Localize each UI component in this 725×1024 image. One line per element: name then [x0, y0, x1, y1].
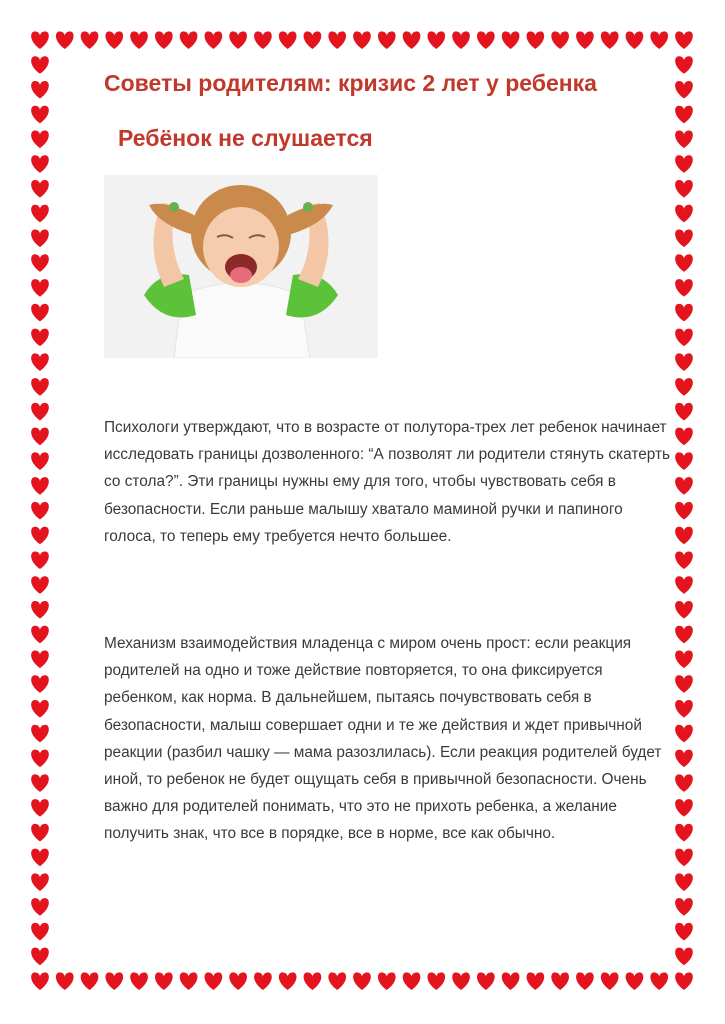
heart-icon — [81, 31, 99, 49]
heart-icon — [675, 799, 693, 817]
heart-icon — [31, 750, 49, 768]
heart-icon — [576, 31, 594, 49]
heart-icon — [527, 31, 545, 49]
heart-icon — [31, 180, 49, 198]
heart-icon — [502, 31, 520, 49]
heart-icon — [31, 130, 49, 148]
heart-icon — [675, 353, 693, 371]
heart-icon — [31, 948, 49, 966]
heart-icon — [254, 31, 272, 49]
heart-icon — [155, 972, 173, 990]
heart-icon — [675, 329, 693, 347]
heart-icon — [304, 31, 322, 49]
heart-icon — [675, 551, 693, 569]
heart-icon — [675, 130, 693, 148]
heart-icon — [180, 972, 198, 990]
heart-icon — [477, 972, 495, 990]
heart-icon — [675, 626, 693, 644]
heart-icon — [328, 31, 346, 49]
heart-icon — [675, 452, 693, 470]
heart-icon — [205, 31, 223, 49]
heart-icon — [675, 205, 693, 223]
heart-icon — [105, 31, 123, 49]
heart-icon — [31, 304, 49, 322]
heart-icon — [675, 948, 693, 966]
heart-icon — [31, 576, 49, 594]
heart-icon — [675, 601, 693, 619]
heart-icon — [31, 403, 49, 421]
heart-icon — [31, 254, 49, 272]
heart-icon — [403, 31, 421, 49]
child-illustration — [104, 175, 378, 358]
heart-icon — [675, 502, 693, 520]
heart-icon — [81, 972, 99, 990]
heart-icon — [31, 205, 49, 223]
heart-icon — [105, 972, 123, 990]
heart-icon — [551, 31, 569, 49]
heart-icon — [650, 31, 668, 49]
paragraph-2: Механизм взаимодействия младенца с миром очень прост: если реакция родителей на одно и тоже действие повторяется, то она фиксируется ребенком, как норма. В дальнейшем, пытаясь почувствовать себя в безопасности, малыш совершает одни и те же действия и ждет привычной реакции (разбил чашку — мама разозлилась). Если реакция родителей будет иной, то ребенок не будет ощущать себя в привычной безопасности. Очень важно для родителей понимать, что это не прихоть ребенка, а желание получить знак, что все в порядке, все в норме, все как обычно. — [104, 635, 662, 843]
heart-icon — [675, 279, 693, 297]
heart-icon — [31, 329, 49, 347]
heart-icon — [675, 898, 693, 916]
heart-icon — [254, 972, 272, 990]
heart-icon — [675, 725, 693, 743]
heart-icon — [675, 230, 693, 248]
heart-icon — [626, 972, 644, 990]
heart-icon — [675, 849, 693, 867]
heart-icon — [675, 675, 693, 693]
paragraph-1: Психологи утверждают, что в возрасте от полутора-трех лет ребенок начинает исследовать границы дозволенного: “А позволят ли родители стянуть скатерть со стола?”. Эти границы нужны ему для того, чтобы чувствовать себя в безопасности. Если раньше малышу хватало маминой ручки и папиного голоса, то теперь ему требуется нечто большее. — [104, 419, 671, 545]
heart-icon — [477, 31, 495, 49]
heart-icon — [31, 923, 49, 941]
heart-icon — [279, 972, 297, 990]
heart-icon — [31, 824, 49, 842]
heart-icon — [31, 799, 49, 817]
page-title: Советы родителям: кризис 2 лет у ребенка — [104, 70, 597, 96]
heart-icon — [675, 750, 693, 768]
heart-icon — [427, 972, 445, 990]
heart-icon — [31, 230, 49, 248]
heart-icon — [56, 31, 74, 49]
heart-icon — [328, 972, 346, 990]
page-subtitle: Ребёнок не слушается — [118, 125, 373, 151]
heart-icon — [675, 304, 693, 322]
heart-icon — [675, 477, 693, 495]
heart-icon — [229, 31, 247, 49]
heart-icon — [31, 378, 49, 396]
heart-icon — [675, 972, 693, 990]
heart-icon — [31, 428, 49, 446]
heart-icon — [31, 675, 49, 693]
heart-icon — [675, 651, 693, 669]
heart-icon — [551, 972, 569, 990]
heart-icon — [675, 254, 693, 272]
heart-icon — [675, 873, 693, 891]
heart-icon — [452, 31, 470, 49]
heart-icon — [353, 972, 371, 990]
heart-icon — [31, 279, 49, 297]
heart-icon — [180, 31, 198, 49]
heart-icon — [675, 403, 693, 421]
heart-icon — [130, 972, 148, 990]
heart-icon — [675, 576, 693, 594]
heart-icon — [650, 972, 668, 990]
heart-icon — [675, 824, 693, 842]
heart-icon — [279, 31, 297, 49]
heart-icon — [576, 972, 594, 990]
heart-icon — [378, 972, 396, 990]
heart-icon — [675, 31, 693, 49]
heart-icon — [31, 725, 49, 743]
heart-icon — [31, 31, 49, 49]
heart-icon — [427, 31, 445, 49]
heart-icon — [353, 31, 371, 49]
heart-icon — [31, 601, 49, 619]
heart-icon — [675, 527, 693, 545]
heart-icon — [675, 428, 693, 446]
heart-icon — [31, 651, 49, 669]
heart-icon — [31, 81, 49, 99]
heart-icon — [502, 972, 520, 990]
heart-icon — [31, 972, 49, 990]
heart-icon — [31, 873, 49, 891]
heart-icon — [675, 155, 693, 173]
heart-icon — [675, 106, 693, 124]
heart-icon — [31, 353, 49, 371]
heart-icon — [31, 700, 49, 718]
heart-icon — [229, 972, 247, 990]
heart-icon — [31, 56, 49, 74]
heart-icon — [378, 31, 396, 49]
heart-icon — [31, 155, 49, 173]
heart-icon — [527, 972, 545, 990]
heart-icon — [626, 31, 644, 49]
heart-icon — [452, 972, 470, 990]
heart-icon — [31, 452, 49, 470]
heart-icon — [304, 972, 322, 990]
heart-icon — [130, 31, 148, 49]
heart-icon — [31, 477, 49, 495]
heart-icon — [675, 180, 693, 198]
heart-icon — [601, 972, 619, 990]
heart-icon — [403, 972, 421, 990]
heart-icon — [675, 378, 693, 396]
heart-icon — [31, 774, 49, 792]
heart-icon — [205, 972, 223, 990]
child-photo — [104, 175, 378, 358]
heart-icon — [675, 774, 693, 792]
heart-icon — [31, 106, 49, 124]
heart-icon — [31, 898, 49, 916]
heart-icon — [601, 31, 619, 49]
heart-icon — [675, 700, 693, 718]
heart-icon — [31, 502, 49, 520]
heart-icon — [31, 527, 49, 545]
heart-icon — [155, 31, 173, 49]
heart-icon — [31, 551, 49, 569]
heart-icon — [31, 849, 49, 867]
heart-icon — [56, 972, 74, 990]
heart-icon — [675, 923, 693, 941]
heart-icon — [31, 626, 49, 644]
